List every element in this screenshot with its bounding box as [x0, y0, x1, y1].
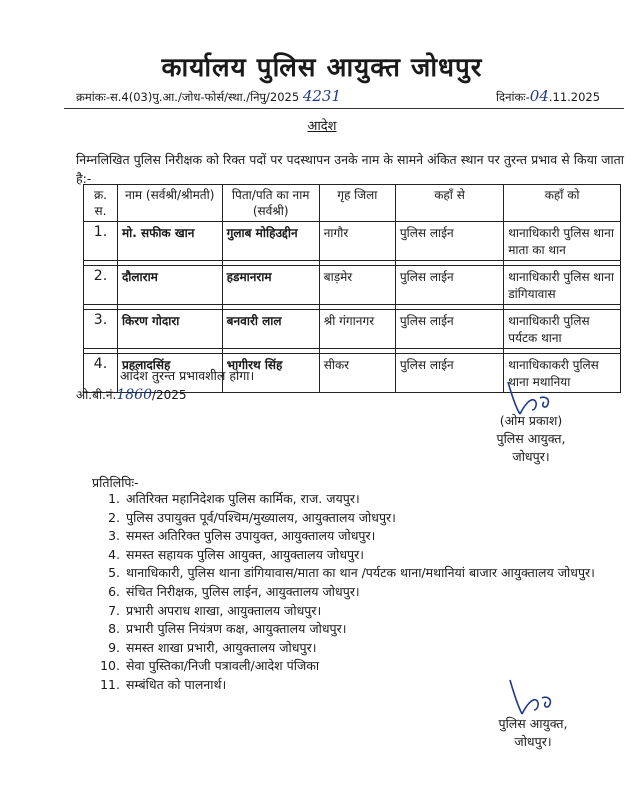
row-to: थानाधिकारी पुलिस थाना डांगियावास: [504, 266, 621, 305]
date-line: [496, 87, 600, 105]
effective-note: आदेश तुरन्त प्रभावशील होगा।: [120, 368, 255, 383]
list-item: [98, 602, 638, 621]
list-item-number: 10.: [100, 658, 120, 674]
posting-table: [83, 184, 621, 393]
row-to: थानाधिकारी पुलिस पर्यटक थाना: [504, 310, 621, 349]
reference-label: क्रमांकः-: [76, 90, 110, 104]
row-to: थानाधिकारी पुलिस थाना माता का थान: [504, 222, 621, 261]
row-name: किरण गोदारा: [117, 310, 222, 349]
list-item-text: सम्बंधित को पालनार्थ।: [126, 676, 227, 692]
signatory-block: [476, 412, 586, 466]
row-father: बनवारी लाल: [222, 310, 319, 349]
bottom-signatory-place: जोधपुर।: [514, 734, 552, 749]
list-item: [98, 490, 638, 509]
row-from: पुलिस लाईन: [395, 266, 503, 305]
header-divider: [64, 108, 624, 109]
ob-suffix: /2025: [151, 388, 187, 402]
list-item-number: 7.: [108, 602, 120, 618]
list-item: [98, 509, 638, 528]
list-item-text: प्रभारी अपराध शाखा, आयुक्तालय जोधपुर।: [126, 602, 322, 618]
signature-stroke: [510, 680, 550, 714]
signatory-name: (ओम प्रकाश): [499, 413, 563, 428]
list-item-number: 3.: [108, 528, 120, 544]
reference-number: स.4(03)पु.आ./जोध-फोर्स/स्था./निपु/2025: [110, 90, 300, 104]
date-label: दिनांकः-: [496, 90, 530, 104]
office-title: कार्यालय पुलिस आयुक्त जोधपुर: [161, 53, 483, 83]
header-sn: क्र. स.: [84, 185, 118, 222]
date-rest: .11.2025: [548, 90, 601, 104]
handwritten-ob-no: 1860: [116, 387, 152, 403]
row-sn: 2.: [84, 266, 118, 305]
list-item-number: 6.: [108, 583, 120, 599]
row-name: दौलाराम: [117, 266, 222, 305]
row-from: पुलिस लाईन: [395, 222, 503, 261]
signatory-place: जोधपुर।: [512, 449, 550, 464]
row-father: हडमानराम: [222, 266, 319, 305]
list-item-text: समस्त शाखा प्रभारी, आयुक्तालय जोधपुर।: [126, 639, 317, 655]
row-name: प्रहलादसिंह: [117, 354, 222, 393]
list-item-text: समस्त अतिरिक्त पुलिस उपायुक्त, आयुक्तालय जोधपुर।: [126, 528, 376, 544]
list-item-number: 2.: [108, 509, 120, 525]
list-item-text: थानाधिकारी, पुलिस थाना डांगियावास/माता का थान /पर्यटक थाना/मथानियां बाजार आयुक्तालय जोधपुर।: [126, 565, 595, 581]
copy-to-label: प्रतिलिपिः-: [92, 475, 139, 490]
list-item-number: 4.: [108, 546, 120, 562]
list-item-number: 11.: [100, 676, 120, 692]
list-item-number: 9.: [108, 639, 120, 655]
list-item-text: पुलिस उपायुक्त पूर्व/पश्चिम/मुख्यालय, आयुक्तालय जोधपुर।: [126, 509, 396, 525]
handwritten-date-day: 04: [529, 87, 549, 105]
list-item-text: प्रभारी पुलिस नियंत्रण कक्ष, आयुक्तालय जोधपुर।: [126, 621, 347, 637]
list-item: [98, 620, 638, 639]
row-district: श्री गंगानगर: [319, 310, 395, 349]
list-item-text: अतिरिक्त महानिदेशक पुलिस कार्मिक, राज. जयपुर।: [126, 491, 360, 506]
list-item: [98, 657, 638, 676]
table-row: [84, 266, 621, 305]
ob-number-line: [76, 386, 187, 403]
row-name: मो. सफीक खान: [117, 222, 222, 261]
signature-mark-bottom: [502, 676, 562, 720]
row-sn: 1.: [84, 222, 118, 261]
list-item-number: 8.: [108, 621, 120, 637]
list-item: [98, 527, 638, 546]
header-to: कहाँ को: [504, 185, 621, 222]
row-district: बाड़मेर: [319, 266, 395, 305]
row-district: नागौर: [319, 222, 395, 261]
list-item-text: संचित निरीक्षक, पुलिस लाईन, आयुक्तालय जोधपुर।: [126, 583, 360, 599]
list-item: [98, 583, 638, 602]
list-item-text: समस्त सहायक पुलिस आयुक्त, आयुक्तालय जोधपुर।: [126, 546, 365, 562]
list-item-text: सेवा पुस्तिका/निजी पत्रावली/आदेश पंजिका: [126, 658, 320, 674]
row-father: गुलाब मोहिउद्दीन: [222, 222, 319, 261]
row-to: थानाधिकाकरी पुलिस थाना मथानिया: [504, 354, 621, 393]
header-father: पिता/पति का नाम (सर्वश्री): [222, 185, 319, 222]
table-row: [84, 222, 621, 261]
row-district: सीकर: [319, 354, 395, 393]
row-sn: 4.: [84, 354, 118, 393]
intro-paragraph: निम्नलिखित पुलिस निरीक्षक को रिक्त पदों पर पदस्थापन उनके नाम के सामने अंकित स्थान पर तुरन्त प्रभाव से किया जाता है:-: [76, 152, 624, 186]
copy-list: [98, 490, 638, 695]
list-item: [98, 639, 638, 658]
order-heading: आदेश: [307, 119, 337, 134]
header-district: गृह जिला: [319, 185, 395, 222]
handwritten-reference-no: 4231: [302, 87, 342, 105]
row-father: भागीरथ सिंह: [222, 354, 319, 393]
row-from: पुलिस लाईन: [395, 310, 503, 349]
bottom-signatory-block: [478, 715, 588, 751]
row-from: पुलिस लाईन: [395, 354, 503, 393]
list-item: [98, 546, 638, 565]
signature-stroke: [508, 382, 548, 414]
table-row: [84, 310, 621, 349]
header-name: नाम (सर्वश्री/श्रीमती): [117, 185, 222, 222]
list-item-number: 5.: [108, 565, 120, 581]
table-header-row: [84, 185, 621, 222]
header-from: कहाँ से: [395, 185, 503, 222]
list-item: [98, 564, 638, 583]
signatory-designation: पुलिस आयुक्त,: [496, 431, 566, 446]
ob-prefix: ओ.बी.नं.: [76, 388, 117, 402]
list-item-number: 1.: [108, 491, 120, 506]
row-sn: 3.: [84, 310, 118, 349]
bottom-signatory-designation: पुलिस आयुक्त,: [498, 716, 568, 731]
